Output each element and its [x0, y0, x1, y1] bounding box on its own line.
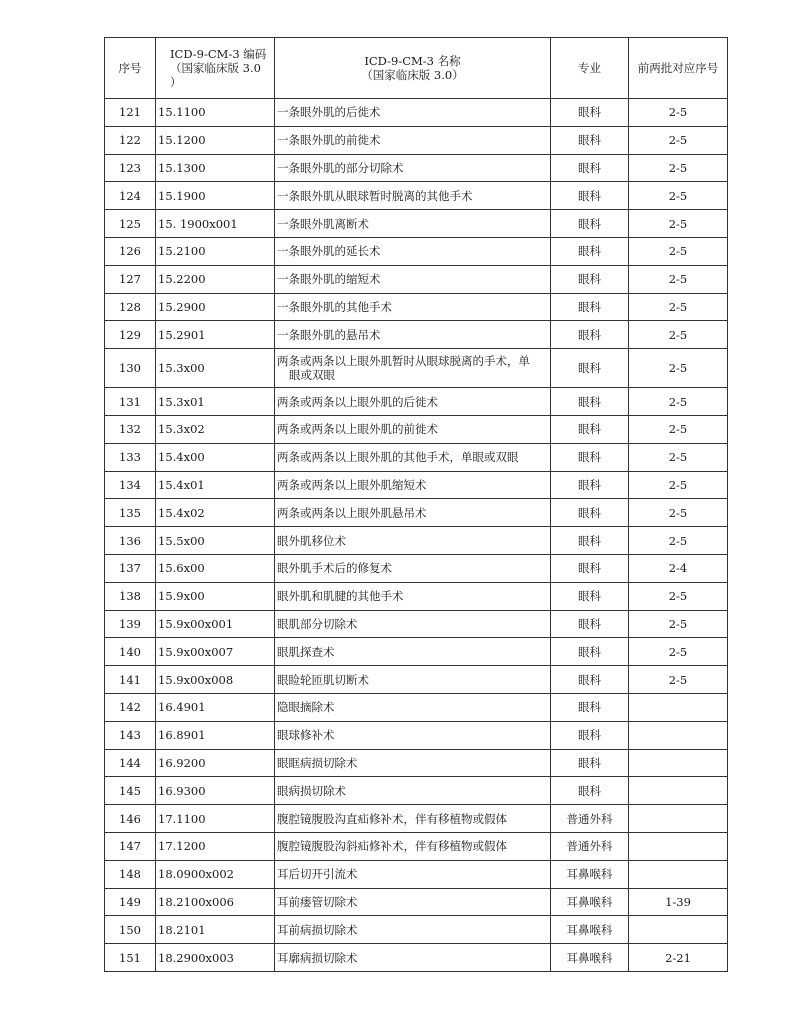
- cell-dept: 耳鼻喉科: [551, 916, 629, 944]
- table-row: [105, 349, 728, 388]
- header-code-line3: ）: [170, 75, 182, 89]
- cell-code: 15.9x00x001: [156, 610, 275, 638]
- cell-dept: 眼科: [551, 610, 629, 638]
- table-row: [105, 693, 728, 721]
- cell-dept: 眼科: [551, 388, 629, 416]
- cell-code: 15.2200: [156, 265, 275, 293]
- cell-name: 腹腔镜腹股沟斜疝修补术，伴有移植物或假体: [275, 832, 551, 860]
- cell-seq: 128: [105, 293, 156, 321]
- table-row: [105, 554, 728, 582]
- cell-code: 16.9200: [156, 749, 275, 777]
- cell-prev: 2-5: [629, 99, 728, 127]
- cell-prev: 2-5: [629, 582, 728, 610]
- header-code: [156, 38, 275, 99]
- cell-seq: 138: [105, 582, 156, 610]
- cell-dept: 眼科: [551, 154, 629, 182]
- cell-name: 眼肌探查术: [275, 638, 551, 666]
- table-row: [105, 388, 728, 416]
- cell-code: 17.1100: [156, 805, 275, 833]
- cell-dept: 眼科: [551, 582, 629, 610]
- cell-prev: 2-5: [629, 126, 728, 154]
- cell-prev: 2-5: [629, 349, 728, 388]
- cell-dept: 眼科: [551, 471, 629, 499]
- cell-dept: 眼科: [551, 415, 629, 443]
- cell-name: 两条或两条以上眼外肌的其他手术，单眼或双眼: [275, 443, 551, 471]
- cell-dept: 眼科: [551, 693, 629, 721]
- cell-code: 18.0900x002: [156, 860, 275, 888]
- cell-dept: 眼科: [551, 554, 629, 582]
- cell-dept: 眼科: [551, 777, 629, 805]
- cell-seq: 151: [105, 944, 156, 972]
- cell-prev: [629, 860, 728, 888]
- cell-code: 15.4x00: [156, 443, 275, 471]
- cell-prev: 2-5: [629, 527, 728, 555]
- cell-name: 一条眼外肌从眼球暂时脱离的其他手术: [275, 182, 551, 210]
- cell-name: 两条或两条以上眼外肌的后徙术: [275, 388, 551, 416]
- cell-dept: 眼科: [551, 349, 629, 388]
- cell-name: 眼睑轮匝肌切断术: [275, 666, 551, 694]
- cell-prev: 2-5: [629, 666, 728, 694]
- cell-dept: 眼科: [551, 210, 629, 238]
- cell-code: 15.9x00x007: [156, 638, 275, 666]
- cell-seq: 141: [105, 666, 156, 694]
- cell-code: 15.9x00x008: [156, 666, 275, 694]
- cell-code: 15.2100: [156, 237, 275, 265]
- cell-name: 一条眼外肌的部分切除术: [275, 154, 551, 182]
- cell-code: 15.2901: [156, 321, 275, 349]
- cell-prev: 2-5: [629, 471, 728, 499]
- cell-name: 眼肌部分切除术: [275, 610, 551, 638]
- cell-dept: 普通外科: [551, 832, 629, 860]
- cell-prev: 2-21: [629, 944, 728, 972]
- header-prev: 前两批对应序号: [629, 38, 728, 99]
- cell-code: 15.9x00: [156, 582, 275, 610]
- header-code-line1: ICD-9-CM-3 编码: [170, 47, 267, 61]
- cell-name: 两条或两条以上眼外肌缩短术: [275, 471, 551, 499]
- header-name: [275, 38, 551, 99]
- cell-dept: 耳鼻喉科: [551, 944, 629, 972]
- cell-name: 两条或两条以上眼外肌悬吊术: [275, 499, 551, 527]
- cell-seq: 140: [105, 638, 156, 666]
- cell-code: 18.2100x006: [156, 888, 275, 916]
- cell-name: 一条眼外肌的悬吊术: [275, 321, 551, 349]
- cell-seq: 144: [105, 749, 156, 777]
- cell-name: 眼外肌移位术: [275, 527, 551, 555]
- cell-dept: 眼科: [551, 721, 629, 749]
- cell-name: 一条眼外肌的前徙术: [275, 126, 551, 154]
- cell-code: 15.3x02: [156, 415, 275, 443]
- cell-prev: 2-5: [629, 638, 728, 666]
- header-name-line2: （国家临床版 3.0）: [361, 68, 464, 82]
- table-row: [105, 293, 728, 321]
- cell-dept: 眼科: [551, 237, 629, 265]
- table-row: [105, 749, 728, 777]
- cell-name-line2: 眼或双眼: [289, 368, 335, 383]
- table-row: [105, 805, 728, 833]
- cell-seq: 142: [105, 693, 156, 721]
- cell-dept: 耳鼻喉科: [551, 888, 629, 916]
- cell-dept: 眼科: [551, 182, 629, 210]
- cell-dept: 眼科: [551, 265, 629, 293]
- table-row: [105, 638, 728, 666]
- cell-code: 15.1300: [156, 154, 275, 182]
- cell-name: 耳前瘘管切除术: [275, 888, 551, 916]
- cell-name: 眼外肌和肌腱的其他手术: [275, 582, 551, 610]
- table-row: [105, 471, 728, 499]
- procedure-table: [104, 37, 728, 972]
- cell-seq: 123: [105, 154, 156, 182]
- table-row: [105, 832, 728, 860]
- cell-name: 一条眼外肌的其他手术: [275, 293, 551, 321]
- cell-prev: 2-4: [629, 554, 728, 582]
- cell-seq: 145: [105, 777, 156, 805]
- cell-name: 眼病损切除术: [275, 777, 551, 805]
- cell-code: 17.1200: [156, 832, 275, 860]
- cell-prev: [629, 749, 728, 777]
- cell-seq: 134: [105, 471, 156, 499]
- cell-dept: 眼科: [551, 666, 629, 694]
- cell-name-line1: 两条或两条以上眼外肌暂时从眼球脱离的手术，单: [277, 354, 530, 369]
- cell-code: 18.2101: [156, 916, 275, 944]
- cell-prev: 2-5: [629, 415, 728, 443]
- table-row: [105, 860, 728, 888]
- cell-prev: [629, 693, 728, 721]
- cell-code: 18.2900x003: [156, 944, 275, 972]
- cell-seq: 133: [105, 443, 156, 471]
- table-row: [105, 126, 728, 154]
- cell-dept: 眼科: [551, 126, 629, 154]
- table-row: [105, 582, 728, 610]
- cell-code: 15.4x01: [156, 471, 275, 499]
- cell-code: 15.4x02: [156, 499, 275, 527]
- table-row: [105, 527, 728, 555]
- cell-seq: 149: [105, 888, 156, 916]
- cell-code: 15. 1900x001: [156, 210, 275, 238]
- cell-code: 15.3x00: [156, 349, 275, 388]
- cell-code: 15.1200: [156, 126, 275, 154]
- cell-code: 15.3x01: [156, 388, 275, 416]
- cell-prev: 1-39: [629, 888, 728, 916]
- cell-name: 隐眼摘除术: [275, 693, 551, 721]
- cell-seq: 124: [105, 182, 156, 210]
- cell-prev: 2-5: [629, 293, 728, 321]
- cell-code: 15.1100: [156, 99, 275, 127]
- table-row: [105, 321, 728, 349]
- cell-name: 耳廓病损切除术: [275, 944, 551, 972]
- cell-name: 耳后切开引流术: [275, 860, 551, 888]
- cell-seq: 148: [105, 860, 156, 888]
- cell-code: 15.5x00: [156, 527, 275, 555]
- cell-seq: 129: [105, 321, 156, 349]
- cell-seq: 121: [105, 99, 156, 127]
- cell-dept: 普通外科: [551, 805, 629, 833]
- cell-code: 16.9300: [156, 777, 275, 805]
- cell-seq: 130: [105, 349, 156, 388]
- header-code-line2: （国家临床版 3.0: [170, 61, 261, 75]
- cell-prev: 2-5: [629, 321, 728, 349]
- cell-prev: 2-5: [629, 610, 728, 638]
- table-row: [105, 666, 728, 694]
- cell-seq: 143: [105, 721, 156, 749]
- cell-prev: [629, 777, 728, 805]
- table-body: [105, 99, 728, 972]
- table-row: [105, 610, 728, 638]
- cell-name: 腹腔镜腹股沟直疝修补术，伴有移植物或假体: [275, 805, 551, 833]
- cell-dept: 眼科: [551, 749, 629, 777]
- cell-seq: 136: [105, 527, 156, 555]
- cell-prev: 2-5: [629, 210, 728, 238]
- cell-seq: 122: [105, 126, 156, 154]
- cell-seq: 132: [105, 415, 156, 443]
- cell-dept: 眼科: [551, 321, 629, 349]
- cell-name: 眼外肌手术后的修复术: [275, 554, 551, 582]
- table-row: [105, 415, 728, 443]
- cell-prev: [629, 805, 728, 833]
- cell-prev: 2-5: [629, 499, 728, 527]
- table-row: [105, 944, 728, 972]
- cell-seq: 137: [105, 554, 156, 582]
- cell-dept: 眼科: [551, 499, 629, 527]
- table-row: [105, 182, 728, 210]
- cell-seq: 135: [105, 499, 156, 527]
- cell-prev: 2-5: [629, 154, 728, 182]
- table-row: [105, 916, 728, 944]
- cell-prev: 2-5: [629, 443, 728, 471]
- cell-seq: 150: [105, 916, 156, 944]
- header-seq: 序号: [105, 38, 156, 99]
- table-row: [105, 777, 728, 805]
- cell-name: 眼球修补术: [275, 721, 551, 749]
- cell-seq: 127: [105, 265, 156, 293]
- cell-seq: 147: [105, 832, 156, 860]
- cell-dept: 眼科: [551, 99, 629, 127]
- cell-code: 15.1900: [156, 182, 275, 210]
- cell-prev: [629, 916, 728, 944]
- cell-dept: 耳鼻喉科: [551, 860, 629, 888]
- cell-name: 一条眼外肌的延长术: [275, 237, 551, 265]
- cell-name: 耳前病损切除术: [275, 916, 551, 944]
- table-row: [105, 265, 728, 293]
- cell-dept: 眼科: [551, 527, 629, 555]
- cell-name: 眼眶病损切除术: [275, 749, 551, 777]
- cell-dept: 眼科: [551, 638, 629, 666]
- cell-seq: 131: [105, 388, 156, 416]
- cell-name: 两条或两条以上眼外肌的前徙术: [275, 415, 551, 443]
- cell-seq: 139: [105, 610, 156, 638]
- header-dept: 专业: [551, 38, 629, 99]
- table-row: [105, 721, 728, 749]
- header-row: [105, 38, 728, 99]
- cell-name: 一条眼外肌离断术: [275, 210, 551, 238]
- table-row: [105, 888, 728, 916]
- cell-prev: 2-5: [629, 182, 728, 210]
- cell-seq: 125: [105, 210, 156, 238]
- cell-name: 一条眼外肌的缩短术: [275, 265, 551, 293]
- cell-prev: [629, 832, 728, 860]
- cell-name: [275, 349, 551, 388]
- table-row: [105, 499, 728, 527]
- cell-prev: 2-5: [629, 265, 728, 293]
- cell-prev: 2-5: [629, 237, 728, 265]
- table-row: [105, 154, 728, 182]
- cell-seq: 146: [105, 805, 156, 833]
- cell-dept: 眼科: [551, 443, 629, 471]
- table-row: [105, 237, 728, 265]
- cell-name: 一条眼外肌的后徙术: [275, 99, 551, 127]
- cell-code: 15.6x00: [156, 554, 275, 582]
- header-name-line1: ICD-9-CM-3 名称: [364, 54, 461, 68]
- cell-seq: 126: [105, 237, 156, 265]
- table-row: [105, 99, 728, 127]
- table-row: [105, 443, 728, 471]
- cell-prev: 2-5: [629, 388, 728, 416]
- cell-code: 16.4901: [156, 693, 275, 721]
- cell-prev: [629, 721, 728, 749]
- cell-code: 16.8901: [156, 721, 275, 749]
- cell-code: 15.2900: [156, 293, 275, 321]
- table-row: [105, 210, 728, 238]
- cell-dept: 眼科: [551, 293, 629, 321]
